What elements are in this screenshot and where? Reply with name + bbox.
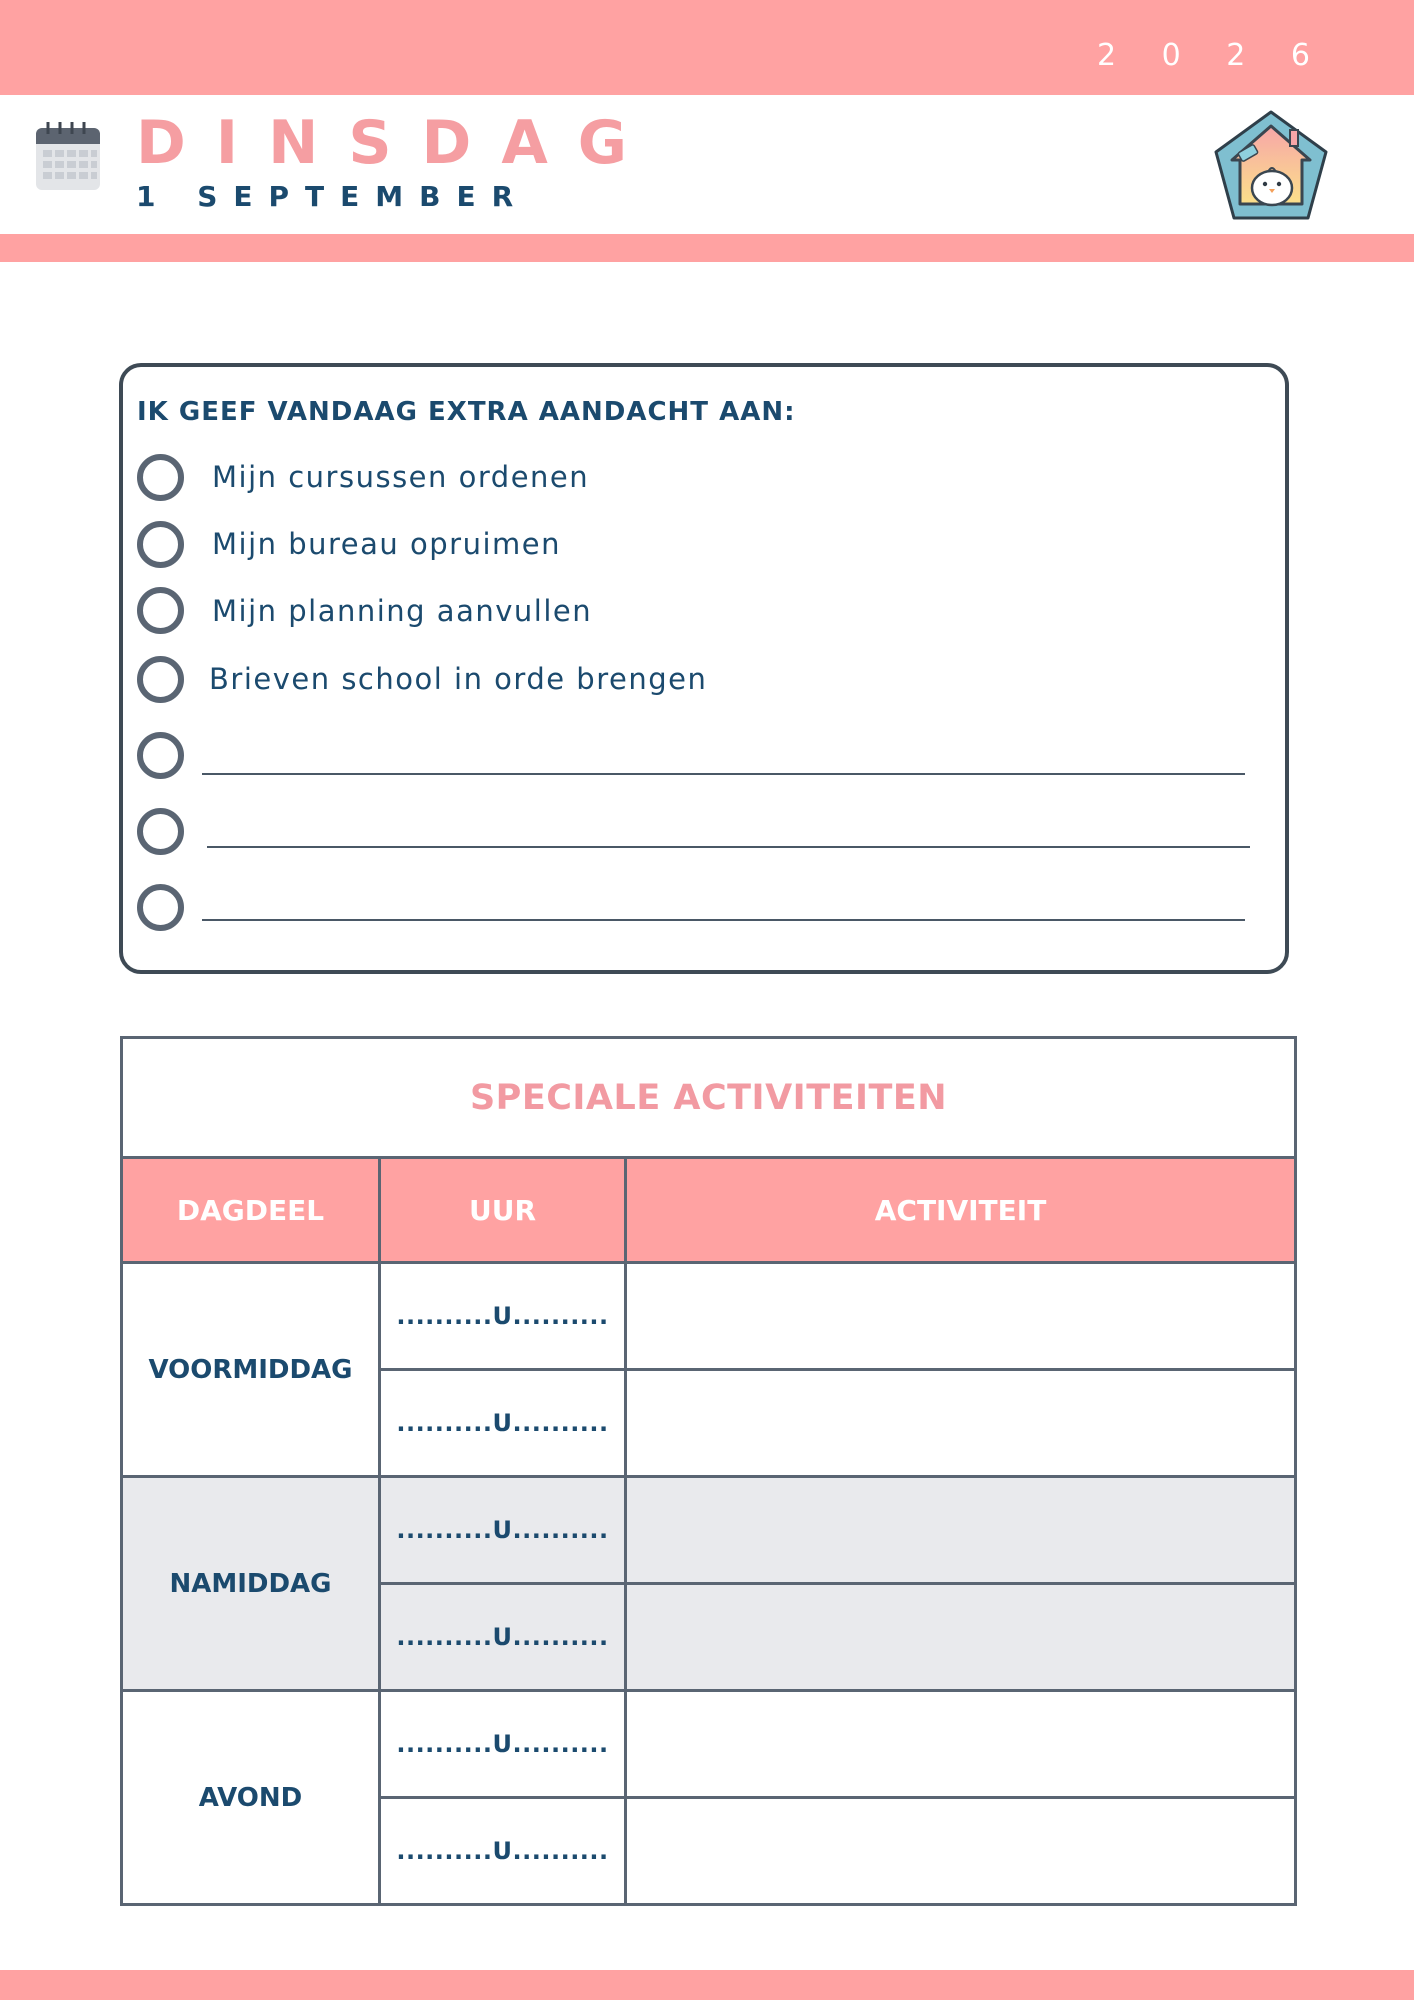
column-header-uur: UUR [380, 1158, 626, 1263]
year-label: 2 0 2 6 [1097, 38, 1328, 73]
task-label: Mijn bureau opruimen [212, 527, 561, 561]
column-header-dagdeel: DAGDEEL [122, 1158, 380, 1263]
checkbox[interactable] [137, 454, 184, 501]
table-row [122, 1691, 1296, 1798]
activities-title: SPECIALE ACTIVITEITEN [122, 1038, 1296, 1158]
activity-field[interactable] [626, 1798, 1296, 1905]
date-subtitle: 1 SEPTEMBER [136, 180, 530, 213]
calendar-icon [34, 116, 102, 192]
write-line[interactable] [202, 773, 1245, 775]
time-field[interactable]: ..........U.......... [380, 1370, 626, 1477]
focus-heading: IK GEEF VANDAAG EXTRA AANDACHT AAN: [137, 397, 796, 427]
house-bird-logo [1210, 108, 1332, 224]
header-stripe [0, 234, 1414, 262]
table-row [122, 1263, 1296, 1370]
checkbox[interactable] [137, 587, 184, 634]
part-avond: AVOND [122, 1691, 380, 1905]
table-row [122, 1477, 1296, 1584]
time-field[interactable]: ..........U.......... [380, 1263, 626, 1370]
activity-field[interactable] [626, 1263, 1296, 1370]
activity-field[interactable] [626, 1584, 1296, 1691]
part-namiddag: NAMIDDAG [122, 1477, 380, 1691]
part-voormiddag: VOORMIDDAG [122, 1263, 380, 1477]
checkbox[interactable] [137, 732, 184, 779]
task-label: Mijn planning aanvullen [212, 594, 593, 628]
activities-table [120, 1036, 1297, 1906]
checkbox[interactable] [137, 521, 184, 568]
task-label: Brieven school in orde brengen [209, 662, 708, 696]
column-header-activiteit: ACTIVITEIT [626, 1158, 1296, 1263]
time-field[interactable]: ..........U.......... [380, 1798, 626, 1905]
time-field[interactable]: ..........U.......... [380, 1584, 626, 1691]
day-title: DINSDAG [136, 108, 658, 178]
activity-field[interactable] [626, 1691, 1296, 1798]
bottom-band [0, 1970, 1414, 2000]
task-label: Mijn cursussen ordenen [212, 460, 590, 494]
activity-field[interactable] [626, 1477, 1296, 1584]
checkbox[interactable] [137, 656, 184, 703]
checkbox[interactable] [137, 808, 184, 855]
checkbox[interactable] [137, 884, 184, 931]
time-field[interactable]: ..........U.......... [380, 1477, 626, 1584]
write-line[interactable] [202, 919, 1245, 921]
write-line[interactable] [207, 846, 1250, 848]
time-field[interactable]: ..........U.......... [380, 1691, 626, 1798]
activity-field[interactable] [626, 1370, 1296, 1477]
